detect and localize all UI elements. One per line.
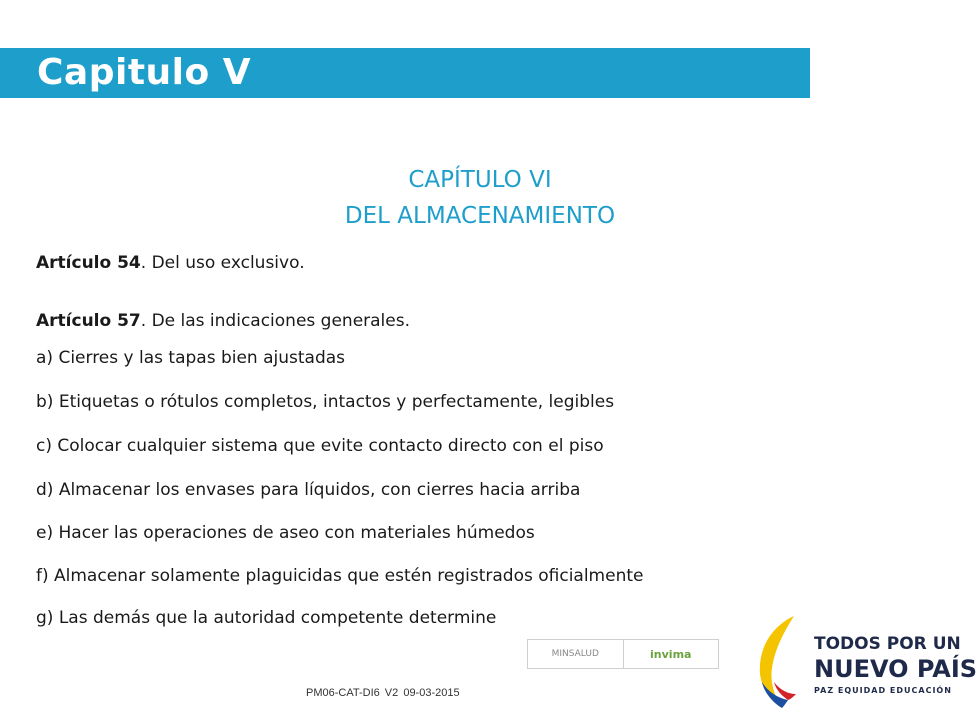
- article-54: [36, 252, 305, 274]
- article-57-label: Artículo 57: [36, 311, 141, 331]
- document-code: PM06-CAT-DI6 V2 09-03-2015: [306, 687, 460, 699]
- article-57: [36, 310, 410, 332]
- gov-logo-line3: PAZ EQUIDAD EDUCACIÓN: [814, 686, 952, 695]
- chapter-subheading: DEL ALMACENAMIENTO: [344, 203, 616, 229]
- minsalud-logo: MINSALUD: [551, 649, 599, 659]
- list-item-g: g) Las demás que la autoridad competente determine: [36, 608, 497, 628]
- chapter-heading: CAPÍTULO VI: [408, 167, 552, 193]
- list-item-b: b) Etiquetas o rótulos completos, intactos y perfectamente, legibles: [36, 392, 615, 412]
- article-57-text: . De las indicaciones generales.: [140, 311, 411, 331]
- list-item-a: a) Cierres y las tapas bien ajustadas: [36, 348, 346, 368]
- article-54-label: Artículo 54: [36, 253, 141, 273]
- list-item-e: e) Hacer las operaciones de aseo con materiales húmedos: [36, 523, 535, 543]
- partner-logos: [527, 639, 719, 669]
- slide-title: Capitulo V: [37, 52, 252, 93]
- list-item-f: f) Almacenar solamente plaguicidas que estén registrados oficialmente: [36, 566, 644, 586]
- invima-logo: invima: [623, 640, 719, 668]
- government-logo: [752, 612, 977, 712]
- list-item-c: c) Colocar cualquier sistema que evite contacto directo con el piso: [36, 436, 604, 456]
- gov-logo-line2: NUEVO PAÍS: [814, 655, 977, 683]
- article-54-text: . Del uso exclusivo.: [140, 253, 305, 273]
- gov-logo-line1: TODOS POR UN: [814, 634, 961, 654]
- colombia-flag-swoosh-icon: [752, 612, 822, 712]
- list-item-d: d) Almacenar los envases para líquidos, con cierres hacia arriba: [36, 480, 581, 500]
